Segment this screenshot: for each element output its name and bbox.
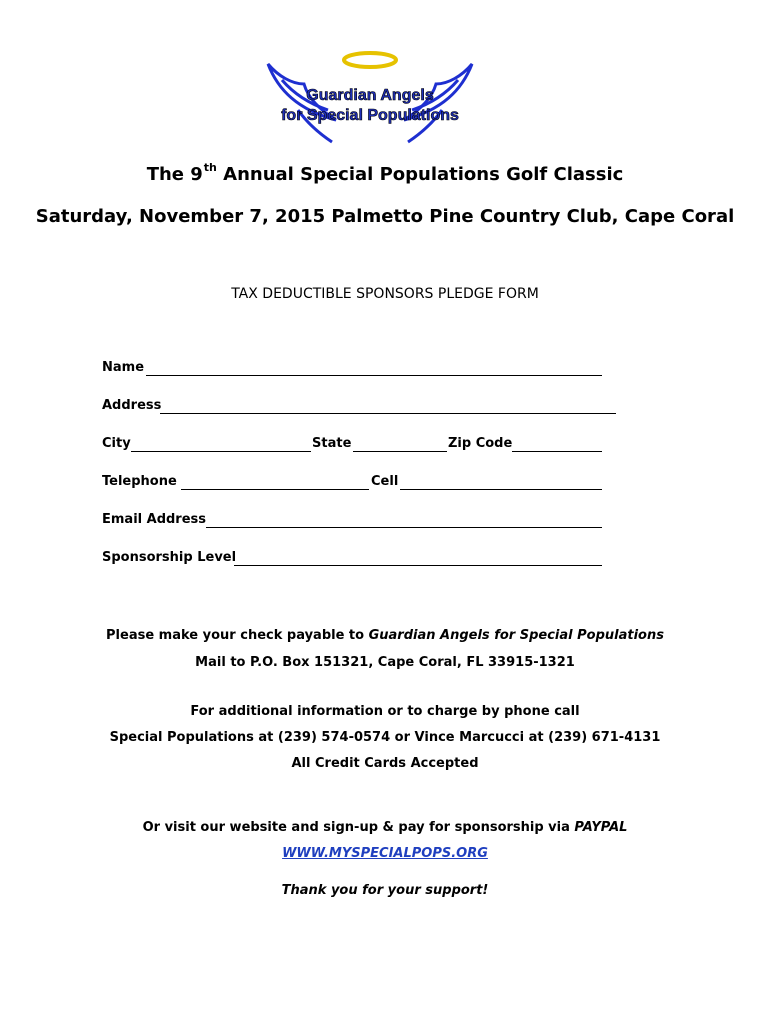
cell-field[interactable]	[400, 489, 602, 490]
logo-text-line1: Guardian Angels	[306, 87, 434, 104]
cell-label: Cell	[371, 474, 399, 489]
address-field[interactable]	[160, 413, 616, 414]
address-label: Address	[102, 398, 162, 413]
website-line	[0, 846, 770, 861]
event-title-pre: The 9	[146, 164, 203, 185]
event-title-post: Annual Special Populations Golf Classic	[216, 164, 624, 185]
contact-line2: Special Populations at (239) 574-0574 or Vince Marcucci at (239) 671-4131	[109, 730, 661, 745]
halo-icon	[344, 53, 396, 67]
event-title	[0, 161, 770, 185]
check-payable-line	[0, 628, 770, 643]
check-payee: Guardian Angels for Special Populations	[368, 628, 664, 643]
mail-to-line: Mail to P.O. Box 151321, Cape Coral, FL 33915-1321	[195, 655, 575, 670]
check-payable-text: Please make your check payable to	[106, 628, 369, 643]
sponsorship-label: Sponsorship Level	[102, 550, 237, 565]
telephone-label: Telephone	[102, 474, 177, 489]
state-label: State	[312, 436, 352, 451]
email-label: Email Address	[102, 512, 207, 527]
contact-line3: All Credit Cards Accepted	[291, 756, 479, 771]
email-field[interactable]	[206, 527, 602, 528]
website-link[interactable]: WWW.MYSPECIALPOPS.ORG	[282, 846, 488, 861]
form-title: TAX DEDUCTIBLE SPONSORS PLEDGE FORM	[231, 286, 539, 302]
city-field[interactable]	[131, 451, 311, 452]
state-field[interactable]	[353, 451, 447, 452]
paypal-label: PAYPAL	[574, 820, 628, 835]
thank-you-text: Thank you for your support!	[281, 883, 489, 898]
zip-field[interactable]	[512, 451, 602, 452]
website-visit-text: Or visit our website and sign-up & pay for sponsorship via	[142, 820, 575, 835]
event-subtitle: Saturday, November 7, 2015 Palmetto Pine Country Club, Cape Coral	[35, 206, 735, 227]
guardian-angels-logo	[258, 50, 482, 146]
name-label: Name	[102, 360, 145, 375]
website-visit-line	[0, 820, 770, 835]
logo-text-line2: for Special Populations	[281, 107, 459, 124]
contact-line1: For additional information or to charge by phone call	[190, 704, 580, 719]
city-label: City	[102, 436, 131, 451]
zip-label: Zip Code	[448, 436, 512, 451]
event-title-sup: th	[203, 161, 217, 174]
name-field[interactable]	[146, 375, 602, 376]
sponsorship-field[interactable]	[234, 565, 602, 566]
telephone-field[interactable]	[181, 489, 369, 490]
